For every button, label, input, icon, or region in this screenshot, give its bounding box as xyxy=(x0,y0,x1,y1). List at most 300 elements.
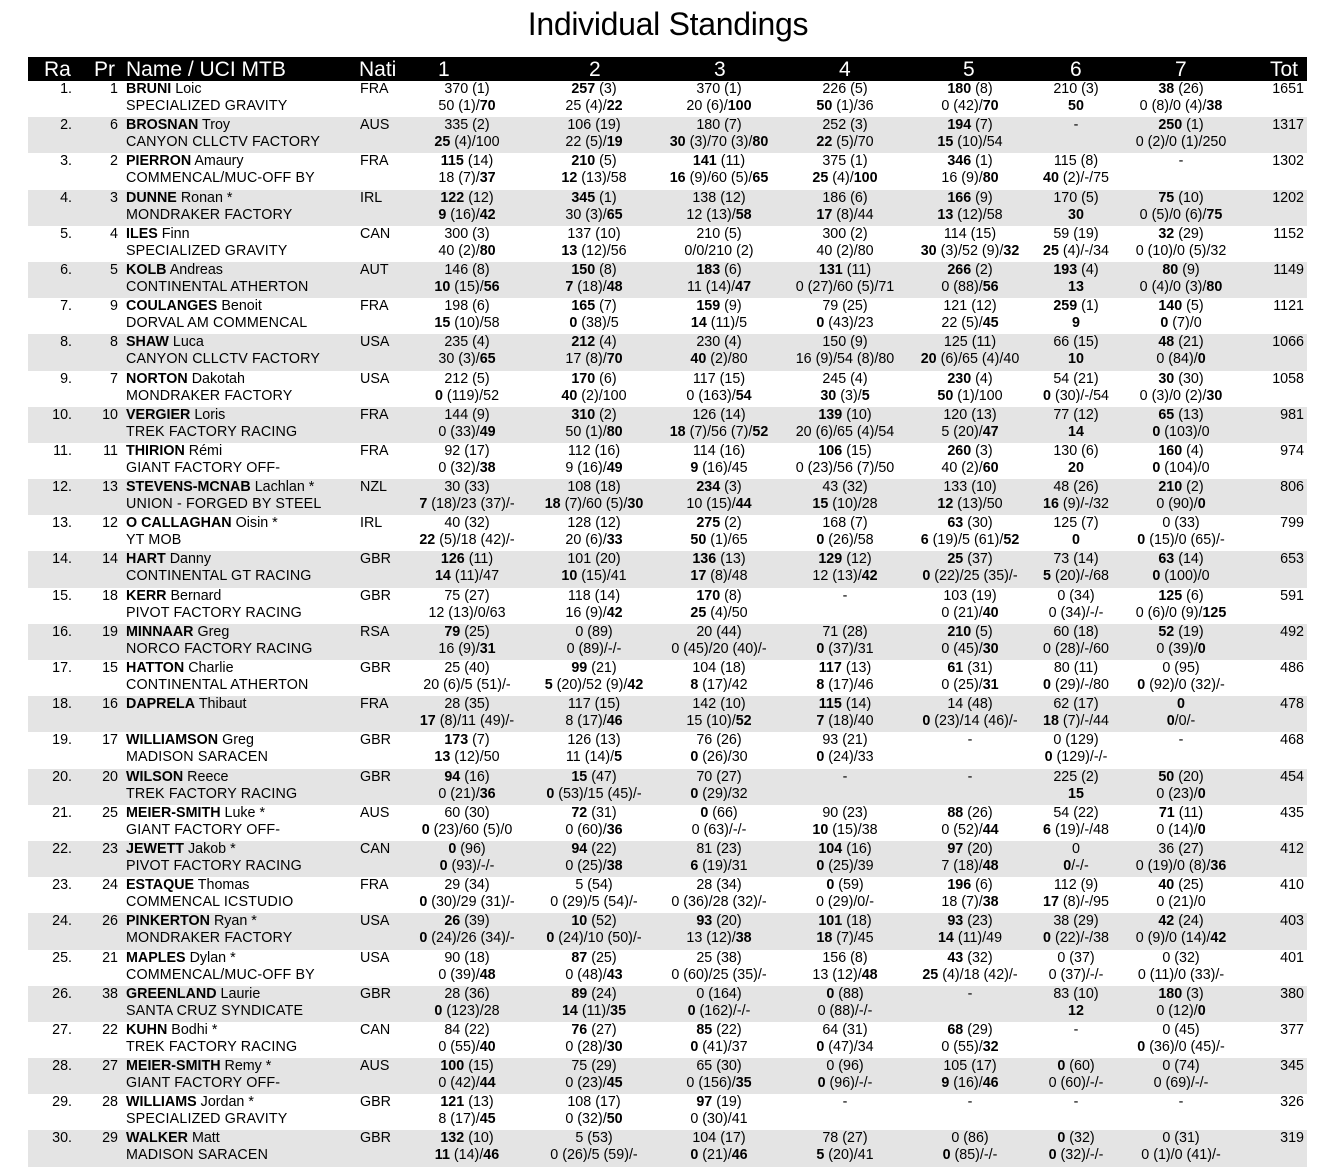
event-position: (17) xyxy=(595,1094,621,1111)
event-3-points xyxy=(656,190,782,207)
rank: 3. xyxy=(60,153,72,170)
total-points: 1302 xyxy=(1272,153,1304,170)
event-1-detail xyxy=(404,134,530,151)
event-semi: 19 xyxy=(606,134,623,151)
event-7-points xyxy=(1118,1058,1244,1075)
rider-name xyxy=(126,913,257,930)
event-semi: 58 xyxy=(986,206,1003,223)
event-points-value: 139 xyxy=(818,406,843,423)
nationality: GBR xyxy=(360,768,391,785)
rank: 29. xyxy=(52,1094,72,1111)
event-semi: 50 xyxy=(483,749,500,766)
previous-rank: 25 xyxy=(102,804,118,821)
event-points-value: 126 xyxy=(440,551,465,568)
event-position: (6) xyxy=(1081,442,1099,459)
team-name: YT MOB xyxy=(126,532,182,549)
table-row xyxy=(28,334,1307,370)
total-points: 486 xyxy=(1280,660,1304,676)
event-qualifying: 14 (11)/ xyxy=(561,1002,611,1019)
event-qualifying: 9 (16)/ xyxy=(438,206,480,223)
event-points-value: 0 xyxy=(696,985,705,1002)
event-semi: 42 xyxy=(606,604,623,621)
nationality: CAN xyxy=(360,840,391,857)
event-qualifying: 25 (4)/-/ xyxy=(1043,242,1094,259)
event-points-value: 0 xyxy=(575,623,584,640)
event-qualifying: 10 (15)/ xyxy=(434,278,484,295)
event-qualifying: 0 (63)/-/- xyxy=(691,821,747,838)
event-position: (1) xyxy=(599,189,617,206)
event-qualifying: 6 (19)/5 (61)/ xyxy=(920,532,1004,549)
event-3-detail xyxy=(656,170,782,187)
event-7-points xyxy=(1118,1130,1244,1147)
event-7-points xyxy=(1118,515,1244,532)
event-7-points xyxy=(1118,226,1244,243)
event-points-value: 159 xyxy=(696,298,721,315)
event-points-value: 210 xyxy=(1053,81,1078,97)
event-4-detail xyxy=(782,930,908,947)
event-qualifying: 0 (5)/0 (6)/ xyxy=(1139,206,1207,223)
rider-surname: WALKER xyxy=(126,1130,188,1147)
event-1-detail xyxy=(404,822,530,839)
event-position: (9) xyxy=(1182,261,1200,278)
event-qualifying: 0 (156)/ xyxy=(686,1075,736,1092)
event-qualifying: 0 (28)/-/ xyxy=(1043,640,1094,657)
event-points-value: 106 xyxy=(567,117,592,134)
event-2-points xyxy=(531,913,657,930)
event-qualifying: 13 (12)/ xyxy=(686,930,736,947)
event-points-value: 0 xyxy=(1162,1130,1171,1147)
event-qualifying: 20 (6)/ xyxy=(686,98,728,114)
event-points-value: 90 xyxy=(822,804,839,821)
event-semi: 54 xyxy=(878,423,895,440)
event-points-value: 50 xyxy=(1158,768,1175,785)
event-position: (1) xyxy=(724,81,742,97)
event-semi: 49 xyxy=(986,930,1003,947)
previous-rank: 19 xyxy=(102,623,118,640)
rank: 24. xyxy=(52,913,72,930)
event-points-value: 87 xyxy=(571,949,588,966)
event-qualifying: 40 (2)/ xyxy=(690,351,732,368)
event-4-points xyxy=(782,805,908,822)
table-row xyxy=(28,1094,1307,1130)
event-points-value: 79 xyxy=(444,623,461,640)
table-row xyxy=(28,551,1307,587)
header-event-1: 1 xyxy=(438,58,450,81)
event-points-value: 180 xyxy=(696,117,721,134)
event-points-value: 85 xyxy=(696,1021,713,1038)
header-event-7: 7 xyxy=(1175,58,1187,81)
event-semi: 34 xyxy=(1093,242,1109,259)
rider-name xyxy=(126,298,262,315)
event-qualifying: 0 (88)/-/- xyxy=(817,1002,873,1019)
event-semi: 70 xyxy=(606,351,623,368)
event-qualifying: 0 (36)/0 (45)/- xyxy=(1137,1038,1225,1055)
rank: 10. xyxy=(52,406,72,423)
rider-name xyxy=(126,805,265,822)
event-qualifying: 22 (5)/ xyxy=(816,134,858,151)
event-points-value: 76 xyxy=(696,732,713,749)
event-semi: 52 xyxy=(752,423,769,440)
event-semi: 41 xyxy=(610,568,627,585)
event-points-value: 121 xyxy=(943,298,968,315)
event-qualifying: 40 (2)/ xyxy=(816,242,858,259)
rider-name xyxy=(126,226,190,243)
event-semi: 100 xyxy=(727,98,752,114)
rider-surname: HATTON xyxy=(126,660,185,676)
event-1-detail xyxy=(404,424,530,441)
event-points-value: 310 xyxy=(571,406,596,423)
event-points-value: 142 xyxy=(692,696,717,713)
event-qualifying: 0 (55)/ xyxy=(941,1038,983,1055)
event-2-points xyxy=(531,334,657,351)
event-3-points xyxy=(656,769,782,786)
nationality: RSA xyxy=(360,623,390,640)
event-semi: 80 xyxy=(982,170,999,187)
event-semi: 65 xyxy=(606,206,623,223)
event-3-points xyxy=(656,298,782,315)
event-4-points xyxy=(782,732,908,749)
event-2-points xyxy=(531,588,657,605)
event-qualifying: 50 (1)/ xyxy=(690,532,732,549)
rider-name xyxy=(126,443,222,460)
event-semi: 80 xyxy=(878,351,895,368)
team-name: CONTINENTAL ATHERTON xyxy=(126,278,309,295)
rider-name xyxy=(126,153,244,170)
event-points-value: 77 xyxy=(1053,406,1070,423)
event-points-value: - xyxy=(967,768,973,785)
event-2-detail xyxy=(531,568,657,585)
event-position: (22) xyxy=(464,1021,490,1038)
event-3-detail xyxy=(656,1075,782,1092)
event-4-points xyxy=(782,371,908,388)
event-points-value: 150 xyxy=(822,334,847,351)
rank: 25. xyxy=(52,949,72,966)
event-points-value: 160 xyxy=(1158,442,1183,459)
team-name: COMMENCAL ICSTUDIO xyxy=(126,894,294,911)
event-semi: 41 xyxy=(731,1111,748,1128)
event-4-points xyxy=(782,515,908,532)
event-qualifying: 7 (18)/ xyxy=(941,857,983,874)
event-4-detail xyxy=(782,170,908,187)
event-position: (23) xyxy=(842,804,868,821)
event-points-value: 230 xyxy=(947,370,972,387)
team-name: GIANT FACTORY OFF- xyxy=(126,459,281,476)
event-points-value: 165 xyxy=(571,298,596,315)
event-points-value: 38 xyxy=(1053,913,1070,930)
event-position: (36) xyxy=(464,985,490,1002)
event-4-points xyxy=(782,153,908,170)
event-semi: 38 xyxy=(606,857,623,874)
event-position: (3) xyxy=(724,479,742,496)
event-1-points xyxy=(404,913,530,930)
event-points-value: 300 xyxy=(444,225,469,242)
event-semi: 0 xyxy=(1197,785,1206,802)
event-semi: 36 xyxy=(857,98,874,114)
total-points: 1317 xyxy=(1272,117,1304,134)
event-semi: 45 xyxy=(982,315,999,332)
rider-first-name: Troy xyxy=(202,117,231,134)
event-position: (7) xyxy=(472,732,490,749)
event-semi: 45 xyxy=(731,459,748,476)
event-qualifying: 0 (4)/0 (3)/ xyxy=(1139,278,1207,295)
event-3-points xyxy=(656,986,782,1003)
event-qualifying: 0 (29)/ xyxy=(690,785,732,802)
event-position: (3) xyxy=(1081,81,1099,97)
event-qualifying: 0 (23)/ xyxy=(1156,785,1198,802)
event-1-detail xyxy=(404,1039,530,1056)
event-position: (2) xyxy=(1081,768,1099,785)
rank: 9. xyxy=(60,370,72,387)
event-semi: 50 xyxy=(731,604,748,621)
event-qualifying: 18 (7)/ xyxy=(816,930,858,947)
previous-rank: 11 xyxy=(103,442,118,459)
event-points-value: 259 xyxy=(1053,298,1078,315)
event-position: (19) xyxy=(716,1094,742,1111)
event-4-points xyxy=(782,1094,908,1111)
event-points-value: 97 xyxy=(947,840,964,857)
table-row xyxy=(28,407,1307,443)
header-name: Name / UCI MTB xyxy=(126,58,286,81)
event-points-value: 0 xyxy=(1072,840,1080,857)
event-4-detail xyxy=(782,207,908,224)
event-qualifying: 0 (7)/ xyxy=(1160,315,1194,332)
event-points-value: 75 xyxy=(444,587,461,604)
rider-name xyxy=(126,479,314,496)
event-3-points xyxy=(656,696,782,713)
team-name: PIVOT FACTORY RACING xyxy=(126,857,302,874)
event-points-value: 26 xyxy=(444,913,461,930)
event-7-points xyxy=(1118,841,1244,858)
event-2-points xyxy=(531,1130,657,1147)
event-3-points xyxy=(656,515,782,532)
event-position: (13) xyxy=(971,406,997,423)
event-points-value: 370 xyxy=(444,81,469,97)
event-2-detail xyxy=(531,822,657,839)
event-points-value: 94 xyxy=(444,768,461,785)
event-semi: 54 xyxy=(986,134,1003,151)
event-qualifying: 14 (11)/ xyxy=(434,568,484,585)
event-points-value: 125 xyxy=(1158,587,1183,604)
event-qualifying: 25 (4)/ xyxy=(434,134,476,151)
event-points-value: 114 xyxy=(692,442,716,459)
event-points-value: 112 xyxy=(567,442,591,459)
event-2-detail xyxy=(531,858,657,875)
event-qualifying: 0 (42)/ xyxy=(438,1075,480,1092)
rank: 7. xyxy=(60,298,72,315)
event-position: (40) xyxy=(464,660,490,676)
event-points-value: 257 xyxy=(571,81,596,97)
event-4-points xyxy=(782,950,908,967)
event-1-points xyxy=(404,732,530,749)
event-4-points xyxy=(782,1130,908,1147)
table-row xyxy=(28,660,1307,696)
event-qualifying: 8 (17)/ xyxy=(438,1111,480,1128)
event-qualifying: 18 (7)/-/ xyxy=(1043,713,1094,730)
rider-name xyxy=(126,624,229,641)
event-qualifying: 22 (5)/18 (42)/- xyxy=(419,532,515,549)
event-qualifying: 0 (3)/0 (2)/ xyxy=(1139,387,1207,404)
rider-first-name: Finn xyxy=(161,225,190,242)
header-event-4: 4 xyxy=(839,58,851,81)
event-position: (10) xyxy=(720,696,746,713)
event-7-detail xyxy=(1118,243,1244,260)
event-qualifying: 12 (13)/ xyxy=(686,206,736,223)
event-position: (8) xyxy=(975,81,993,97)
team-name: SPECIALIZED GRAVITY xyxy=(126,242,288,259)
event-position: (11) xyxy=(720,153,746,170)
event-qualifying: 0 (103)/ xyxy=(1152,423,1202,440)
event-semi: 5 xyxy=(610,315,619,332)
event-qualifying: 0 (26)/5 (59)/- xyxy=(550,1147,638,1164)
event-position: (5) xyxy=(599,153,617,170)
event-points-value: 71 xyxy=(822,623,839,640)
event-2-points xyxy=(531,769,657,786)
event-7-detail xyxy=(1118,532,1244,549)
event-1-detail xyxy=(404,170,530,187)
event-semi: 52 xyxy=(483,387,500,404)
event-1-points xyxy=(404,190,530,207)
event-position: (39) xyxy=(464,913,490,930)
event-qualifying: 0 (27)/60 (5)/ xyxy=(795,278,879,295)
rank: 19. xyxy=(52,732,72,749)
event-7-points xyxy=(1118,660,1244,677)
event-qualifying: 0 (33)/ xyxy=(438,423,480,440)
event-position: (9) xyxy=(472,406,490,423)
event-points-value: 63 xyxy=(1158,551,1175,568)
event-position: (14) xyxy=(594,587,621,604)
event-7-detail xyxy=(1118,858,1244,875)
event-4-detail xyxy=(782,749,908,766)
event-position: (18) xyxy=(1073,623,1099,640)
event-points-value: 14 xyxy=(947,696,964,713)
event-semi: 60 xyxy=(1093,640,1109,657)
event-points-value: 120 xyxy=(943,406,968,423)
event-points-value: 60 xyxy=(444,804,461,821)
event-7-detail xyxy=(1118,967,1244,984)
event-2-detail xyxy=(531,1075,657,1092)
total-points: 454 xyxy=(1280,768,1304,785)
event-qualifying: 0 (15)/0 (65)/- xyxy=(1137,532,1225,549)
event-4-detail xyxy=(782,388,908,405)
event-points-value: 29 xyxy=(444,877,461,894)
previous-rank: 24 xyxy=(102,877,118,894)
event-points-value: 83 xyxy=(1053,985,1070,1002)
event-4-detail xyxy=(782,967,908,984)
event-qualifying: 50 (1)/ xyxy=(937,387,979,404)
event-position: (29) xyxy=(967,1021,993,1038)
event-points-value: 79 xyxy=(822,298,839,315)
event-semi: 80 xyxy=(1093,677,1109,693)
event-7-points xyxy=(1118,81,1244,98)
rider-first-name: Ronan * xyxy=(180,189,233,206)
table-row xyxy=(28,190,1307,226)
event-4-detail xyxy=(782,641,908,658)
event-semi: 75 xyxy=(1093,170,1109,187)
event-points-value: 25 xyxy=(444,660,461,676)
event-3-detail xyxy=(656,1147,782,1164)
event-semi: 40 xyxy=(857,713,874,730)
event-points-value: 28 xyxy=(444,696,461,713)
event-points-value: 133 xyxy=(943,479,968,496)
table-row xyxy=(28,262,1307,298)
event-position: (4) xyxy=(472,334,490,351)
event-points-value: 90 xyxy=(444,949,461,966)
event-qualifying: 8 (17)/ xyxy=(816,677,858,693)
event-semi: 50 xyxy=(606,1111,623,1128)
event-points-value: 25 xyxy=(696,949,713,966)
event-2-points xyxy=(531,298,657,315)
event-semi: 30 xyxy=(606,1038,623,1055)
event-position: (31) xyxy=(967,660,993,676)
event-1-detail xyxy=(404,1147,530,1164)
rider-name xyxy=(126,515,278,532)
event-qualifying: 0 (38)/ xyxy=(569,315,611,332)
nationality: AUT xyxy=(360,261,389,278)
event-3-detail xyxy=(656,930,782,947)
event-position: (25) xyxy=(1178,877,1204,894)
event-qualifying: 0 (29)/5 (54)/- xyxy=(550,894,638,911)
event-7-detail xyxy=(1118,677,1244,694)
event-3-detail xyxy=(656,243,782,260)
event-position: (26) xyxy=(716,732,742,749)
event-qualifying: 0 (32)/ xyxy=(565,1111,607,1128)
rider-first-name: Lachlan * xyxy=(254,479,315,496)
event-qualifying: 50 (1)/ xyxy=(816,98,858,114)
event-position: (20) xyxy=(595,551,621,568)
previous-rank: 9 xyxy=(110,298,118,315)
event-points-value: 226 xyxy=(822,81,847,97)
event-points-value: 196 xyxy=(947,877,972,894)
event-points-value: 59 xyxy=(1053,225,1070,242)
event-2-detail xyxy=(531,967,657,984)
event-points-value: - xyxy=(1178,153,1184,170)
event-position: (8) xyxy=(850,949,868,966)
event-semi: 33 xyxy=(857,749,874,766)
event-position: (6) xyxy=(599,370,617,387)
event-semi: 58 xyxy=(483,315,500,332)
event-qualifying: 13 xyxy=(1068,278,1084,295)
total-points: 319 xyxy=(1280,1130,1304,1147)
previous-rank: 13 xyxy=(102,479,118,496)
event-position: (18) xyxy=(464,949,490,966)
event-1-detail xyxy=(404,967,530,984)
event-3-detail xyxy=(656,1111,782,1128)
rider-first-name: Jakob * xyxy=(187,840,236,857)
event-qualifying: 16 (9)/60 (5)/ xyxy=(669,170,753,187)
event-position: (30) xyxy=(716,1058,742,1075)
event-position: (66) xyxy=(712,804,738,821)
event-points-value: 128 xyxy=(567,515,592,532)
rider-surname: KOLB xyxy=(126,261,167,278)
event-4-detail xyxy=(782,351,908,368)
event-7-detail xyxy=(1118,713,1244,730)
event-position: (7) xyxy=(975,117,993,134)
event-position: (9) xyxy=(1080,877,1099,894)
event-qualifying: 0 (43)/ xyxy=(816,315,858,332)
event-qualifying: 12 (13)/ xyxy=(937,496,987,513)
event-7-detail xyxy=(1118,605,1244,622)
event-4-detail xyxy=(782,134,908,151)
event-points-value: 125 xyxy=(943,334,968,351)
event-7-detail xyxy=(1118,568,1244,585)
event-2-detail xyxy=(531,207,657,224)
event-qualifying: 0 (21)/ xyxy=(690,1147,732,1164)
event-points-value: 71 xyxy=(1158,804,1175,821)
event-position: (2) xyxy=(724,515,742,532)
event-position: (15) xyxy=(970,225,997,242)
rider-name xyxy=(126,1094,254,1111)
event-qualifying: 12 xyxy=(1068,1002,1084,1019)
